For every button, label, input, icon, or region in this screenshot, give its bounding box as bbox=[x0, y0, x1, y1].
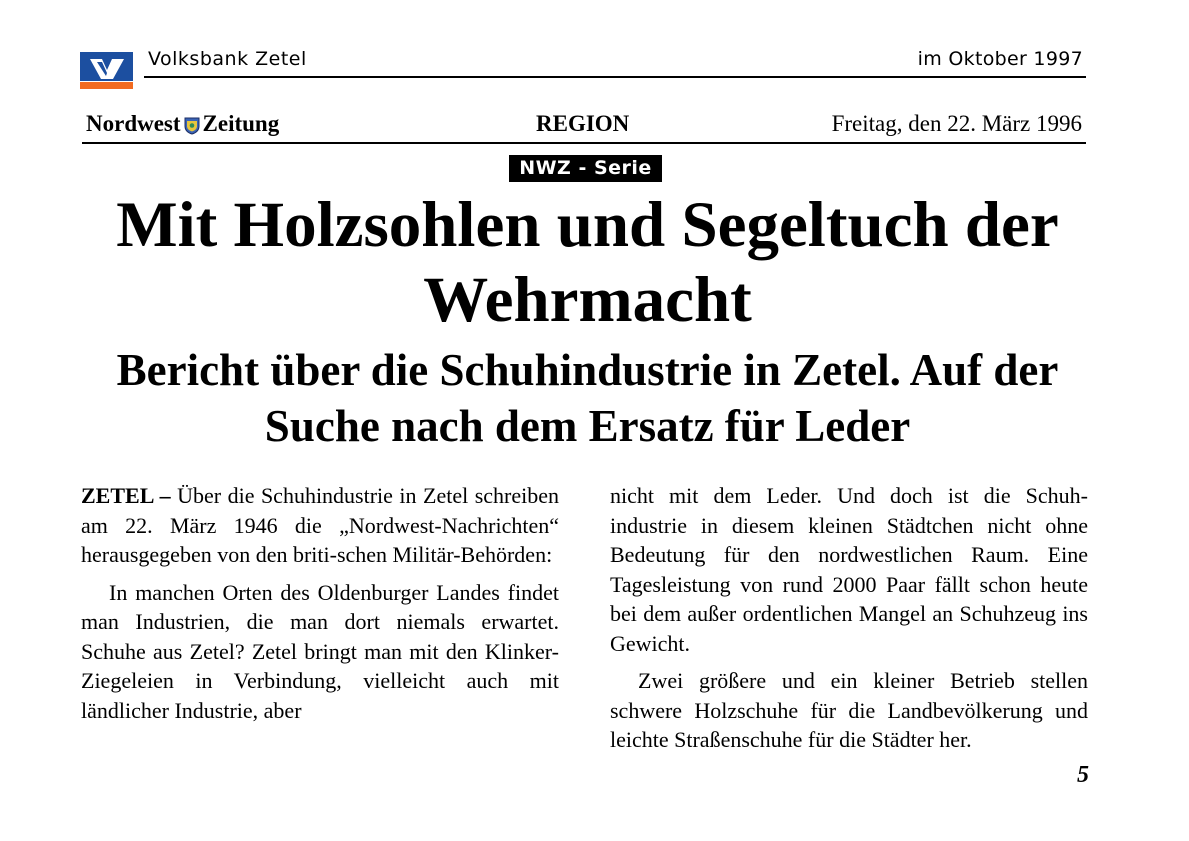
series-badge: NWZ - Serie bbox=[509, 155, 662, 182]
paragraph-text: Über die Schuhindustrie in Zetel schreiben am 22. März 1946 die „Nordwest-Nachrichten“ herausgegeben von den briti-schen Militär-Behörden: bbox=[81, 483, 559, 567]
newspaper-name bbox=[86, 111, 279, 137]
header-divider bbox=[144, 76, 1086, 78]
section-label: REGION bbox=[536, 111, 630, 136]
article-paragraph: In manchen Orten des Oldenburger Landes findet man Industrien, die man dort niemals erwartet. Schuhe aus Zetel? Zetel bringt man mit den Klinker-Ziegeleien in Verbindung, vielleicht auch mit ländlicher Industrie, aber bbox=[81, 579, 559, 723]
publication-date: Freitag, den 22. März 1996 bbox=[831, 111, 1082, 136]
article-paragraph bbox=[81, 481, 559, 570]
article-headline: Mit Holzsohlen und Segeltuch der Wehrmacht bbox=[116, 189, 1059, 336]
article-subheadline: Bericht über die Schuhindustrie in Zetel. Auf der Suche nach dem Ersatz für Leder bbox=[116, 345, 1059, 451]
dateline: ZETEL – bbox=[81, 483, 171, 508]
newspaper-name-part2: Zeitung bbox=[202, 111, 280, 136]
article-paragraph: Zwei größere und ein kleiner Betrieb stellen schwere Holzschuhe für die Landbevölkerung und leichte Straßenschuhe für die Städter her. bbox=[610, 668, 1088, 752]
newspaper-name-part1: Nordwest bbox=[86, 111, 181, 136]
volksbank-logo-icon bbox=[80, 52, 133, 89]
article-column-right bbox=[610, 481, 1088, 763]
article-column-left bbox=[81, 481, 559, 733]
article-paragraph: nicht mit dem Leder. Und doch ist die Schuh-industrie in diesem kleinen Städtchen nicht ohne Bedeutung für den nordwestlichen Raum. Eine Tagesleistung von rund 2000 Paar fällt schon heute bei dem außer ordentlichen Mangel an Schuhzeug ins Gewicht. bbox=[610, 483, 1088, 656]
page-number: 5 bbox=[1077, 762, 1089, 788]
masthead-divider bbox=[82, 142, 1086, 144]
newspaper-masthead bbox=[86, 111, 1086, 139]
header-date: im Oktober 1997 bbox=[917, 48, 1083, 70]
bank-name: Volksbank Zetel bbox=[148, 48, 307, 70]
coat-of-arms-icon bbox=[184, 115, 200, 133]
